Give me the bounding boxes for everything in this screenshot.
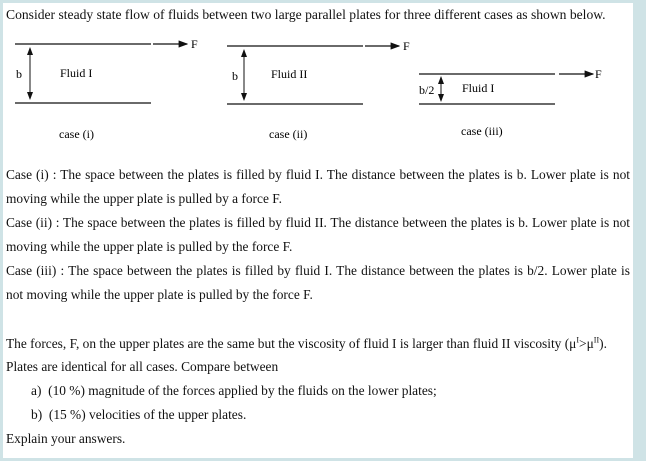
gap-label: b/2 bbox=[419, 83, 435, 97]
case-ii-description: Case (ii) : The space between the plates is filled by fluid II. The distance between the plates is b. Lower plate is not moving while the upper plate is pulled by the force F. bbox=[6, 215, 630, 254]
case-label: case (ii) bbox=[269, 127, 308, 141]
plates-figure bbox=[3, 3, 633, 153]
force-label: F bbox=[191, 37, 198, 51]
intro-text: Consider steady state flow of fluids between two large parallel plates for three different cases as shown below. bbox=[6, 7, 606, 22]
question-b: b) (15 %) velocities of the upper plates. bbox=[31, 407, 247, 422]
closing-instruction: Explain your answers. bbox=[6, 431, 126, 446]
fluid-label: Fluid II bbox=[271, 67, 308, 81]
force-label: F bbox=[595, 67, 602, 81]
case-i-description: Case (i) : The space between the plates is filled by fluid I. The distance between the plates is b. Lower plate is not moving while the upper plate is pulled by a force F. bbox=[6, 167, 630, 206]
case-label: case (i) bbox=[59, 127, 94, 141]
question-a: a) (10 %) magnitude of the forces applied by the fluids on the lower plates; bbox=[31, 383, 437, 398]
fluid-label: Fluid I bbox=[462, 81, 495, 95]
gap-label: b bbox=[16, 67, 22, 81]
plates-statement: Plates are identical for all cases. Compare between bbox=[6, 359, 279, 374]
case-iii-diagram bbox=[419, 67, 602, 138]
document-page bbox=[3, 3, 633, 458]
force-label: F bbox=[403, 39, 410, 53]
case-iii-description: Case (iii) : The space between the plates is filled by fluid I. The distance between the plates is b/2. Lower plate is not moving while the upper plate is pulled by the force F. bbox=[6, 263, 630, 302]
case-i-diagram bbox=[15, 37, 198, 141]
fluid-label: Fluid I bbox=[60, 66, 93, 80]
forces-statement: The forces, F, on the upper plates are the same but the viscosity of fluid I is larger than fluid II viscosity $(\mu^I>\mu^{II})$. bbox=[6, 335, 607, 351]
gap-label: b bbox=[232, 69, 238, 83]
case-label: case (iii) bbox=[461, 124, 503, 138]
case-ii-diagram bbox=[227, 39, 410, 141]
